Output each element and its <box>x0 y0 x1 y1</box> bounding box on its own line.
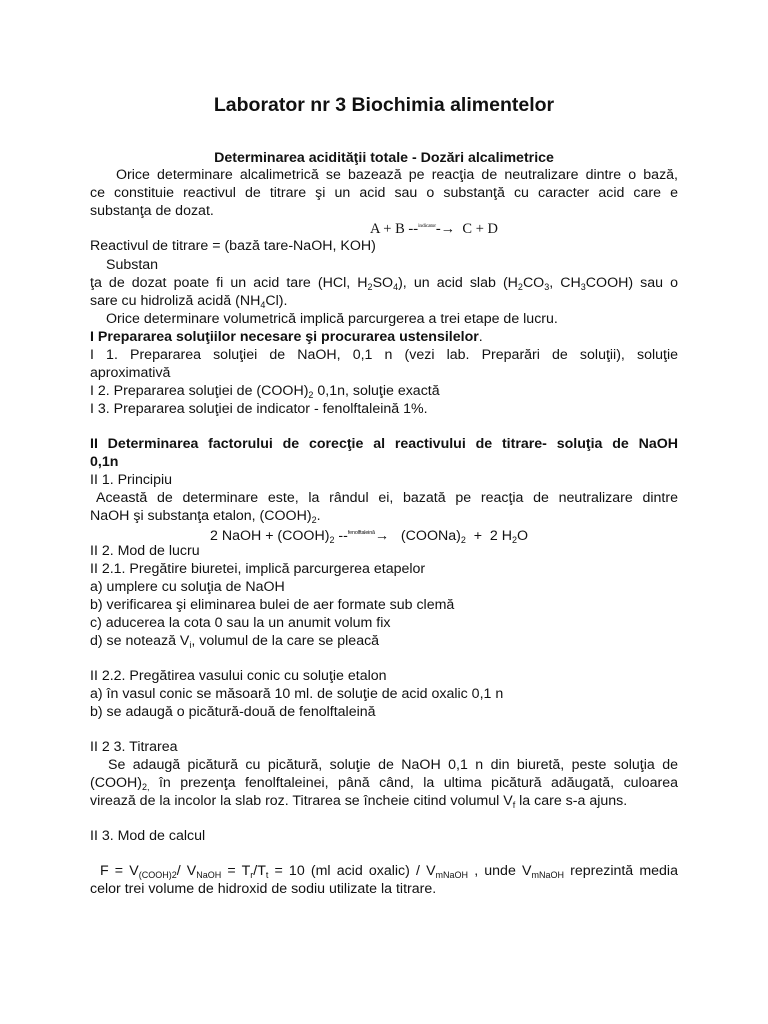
list-item: b) verificarea şi eliminarea bulei de aer formate sub clemă <box>90 597 455 613</box>
i2-line: I 2. Prepararea soluţiei de $(COOH)_2$ 0,1n, soluţie exactă <box>90 383 440 400</box>
ii21-title: II 2.1. Pregătire biuretei, implică parcurgerea etapelor <box>90 561 426 577</box>
equation-annotation: fenolftaleină <box>347 530 375 536</box>
list-item: b) se adaugă o picătură-două de fenolftaleină <box>90 704 376 720</box>
ii23-text-line-2: $(COOH)_{2,}$ în prezenţa fenolftaleinei, până când, la ultima picătură adăugată, culoarea <box>90 775 678 792</box>
intro-line-1: Orice determinare alcalimetrică se bazează pe reacţia de neutralizare dintre o bază, <box>116 167 678 183</box>
ii2-title: II 2. Mod de lucru <box>90 543 200 559</box>
reaction-equation-2: 2 NaOH + $(COOH)_2$ $--^{fenolftaleină}\to (COONa)_2 + 2$ $H_2O$ <box>210 528 529 545</box>
ii23-text-line-1: Se adaugă picătură cu picătură, soluţie de NaOH 0,1 n din biuretă, peste soluţia de <box>108 757 678 773</box>
i1-line-1: I 1. Prepararea soluţiei de NaOH, 0,1 n (vezi lab. Preparări de soluţii), soluţie <box>90 347 678 363</box>
part2-heading-line-1: II Determinarea factorului de corecţie al reactivului de titrare- soluţia de NaOH <box>90 436 678 452</box>
ii23-title: II 2 3. Titrarea <box>90 739 178 755</box>
volumetric-line: Orice determinare volumetrică implică parcurgerea a trei etape de lucru. <box>106 311 558 327</box>
ii22-title: II 2.2. Pregătirea vasului conic cu soluţie etalon <box>90 668 387 684</box>
equation-annotation: indicator <box>418 223 436 229</box>
list-item: c) aducerea la cota 0 sau la un anumit volum fix <box>90 615 391 631</box>
substan-fragment: Substan <box>106 257 159 273</box>
list-item: a) umplere cu soluţia de NaOH <box>90 579 285 595</box>
ii1-text-line-2: NaOH şi substanţa etalon, $(COOH)_2$. <box>90 508 321 525</box>
ii3-title: II 3. Mod de calcul <box>90 828 206 844</box>
acid-line-1: ţa de dozat poate fi un acid tare (HCl, $H_2SO_4$), un acid slab ($H_2CO_3$, $CH_3COOH$) sau o <box>90 275 679 292</box>
formula-line: $F = V_{(COOH)2}/$ $V_{NaOH} = T_r/T_t = 10$ (ml acid oxalic) / $V_{mNaOH}$ , unde $V_{mNaOH}$ reprezintă media <box>100 863 678 880</box>
reactiv-line: Reactivul de titrare = (bază tare-NaOH, KOH) <box>90 238 376 254</box>
section-heading: Determinarea acidităţii totale - Dozări alcalimetrice <box>214 150 554 166</box>
page-title: Laborator nr 3 Biochimia alimentelor <box>213 94 555 116</box>
reaction-equation-1: A + B --$^{indicator}$-→ C + D <box>370 221 498 237</box>
i3-line: I 3. Prepararea soluţiei de indicator - fenolftaleină 1%. <box>90 401 428 417</box>
ii1-title: II 1. Principiu <box>90 472 173 488</box>
part1-heading: I Prepararea soluţiilor necesare şi procurarea ustensilelor. <box>90 329 483 345</box>
part2-heading-line-2: 0,1n <box>90 454 119 470</box>
i1-line-2: aproximativă <box>90 365 171 381</box>
intro-line-3: substanţa de dozat. <box>90 203 214 219</box>
intro-line-2: ce constituie reactivul de titrare şi un acid sau o substanţă cu caracter acid care e <box>90 185 678 201</box>
ii1-text-line-1: Această de determinare este, la rândul ei, bazată pe reacţia de neutralizare dintre <box>96 490 678 506</box>
list-item: a) în vasul conic se măsoară 10 ml. de soluţie de acid oxalic 0,1 n <box>90 686 504 702</box>
ii23-text-line-3: virează de la incolor la slab roz. Titrarea se încheie citind volumul $V_f$ la care s-a ajuns. <box>90 793 628 810</box>
formula-end-line: celor trei volume de hidroxid de sodiu utilizate la titrare. <box>90 881 437 897</box>
list-item: d) se notează $V_i$, volumul de la care se pleacă <box>90 633 380 650</box>
acid-line-2: sare cu hidroliză acidă $(NH_4Cl)$. <box>90 293 288 310</box>
